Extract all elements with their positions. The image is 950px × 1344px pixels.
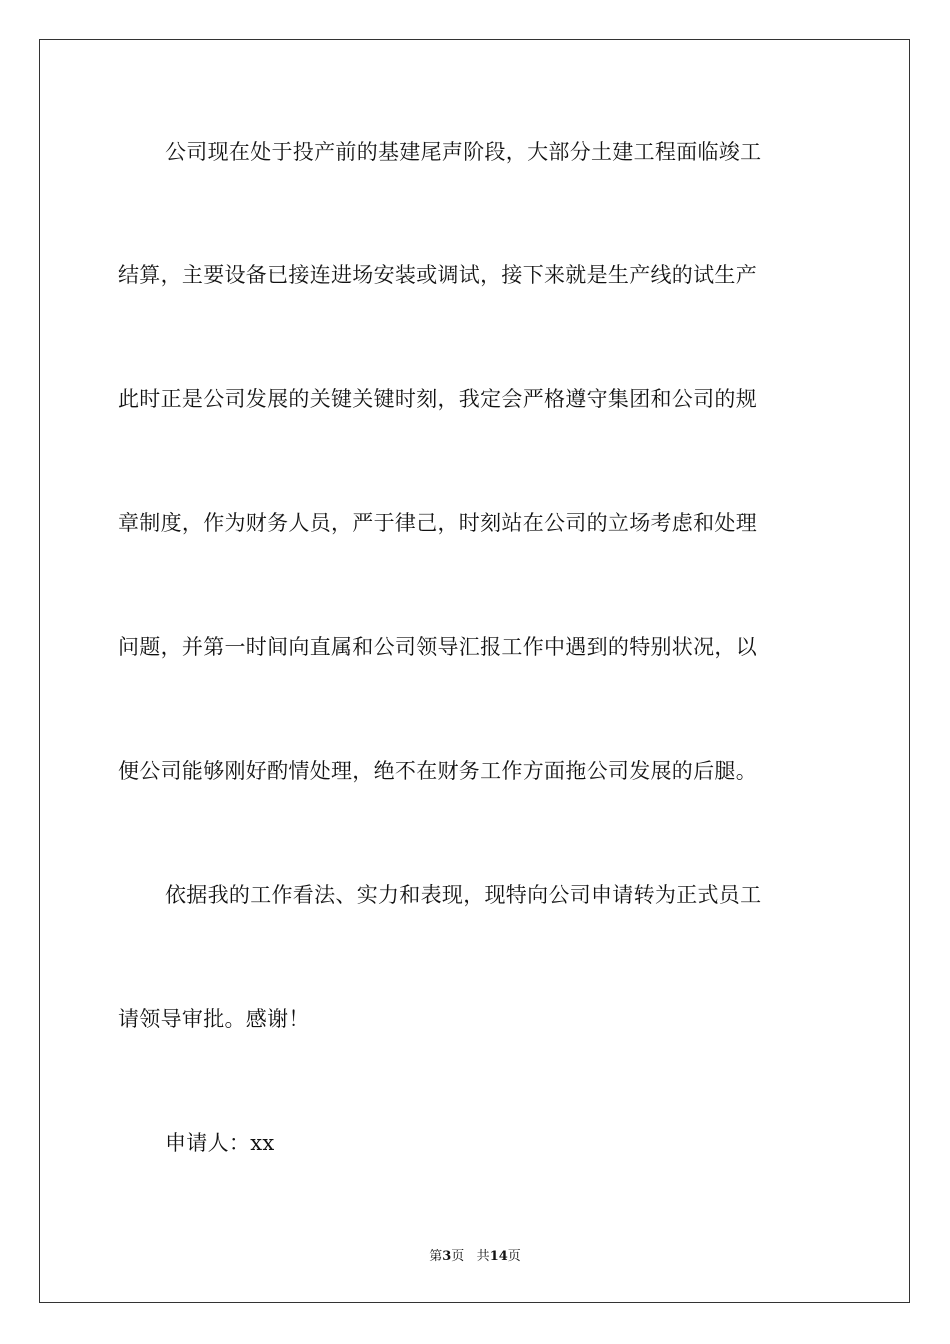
body-line-3: 此时正是公司发展的关键关键时刻，我定会严格遵守集团和公司的规 [118,387,757,411]
page-footer [0,1248,950,1266]
footer-page-number: 3 [442,1249,452,1264]
footer-total-prefix: 共 [476,1249,490,1264]
body-line-6: 便公司能够刚好酌情处理，绝不在财务工作方面拖公司发展的后腿。 [118,759,757,783]
footer-total-suffix: 页 [507,1249,521,1264]
applicant-line: 申请人：xx [165,1131,275,1155]
footer-page-suffix: 页 [451,1249,465,1264]
page-border [39,39,910,1303]
body-line-5: 问题，并第一时间向直属和公司领导汇报工作中遇到的特别状况，以 [118,635,757,659]
body-line-7: 依据我的工作看法、实力和表现，现特向公司申请转为正式员工 [165,883,762,907]
body-line-2: 结算，主要设备已接连进场安装或调试，接下来就是生产线的试生产 [118,263,757,287]
footer-total-pages: 14 [489,1249,508,1264]
body-line-8: 请领导审批。感谢！ [118,1007,310,1031]
body-line-4: 章制度，作为财务人员，严于律己，时刻站在公司的立场考虑和处理 [118,511,757,535]
body-line-1: 公司现在处于投产前的基建尾声阶段，大部分土建工程面临竣工 [165,140,762,164]
footer-page-prefix: 第 [429,1249,443,1264]
